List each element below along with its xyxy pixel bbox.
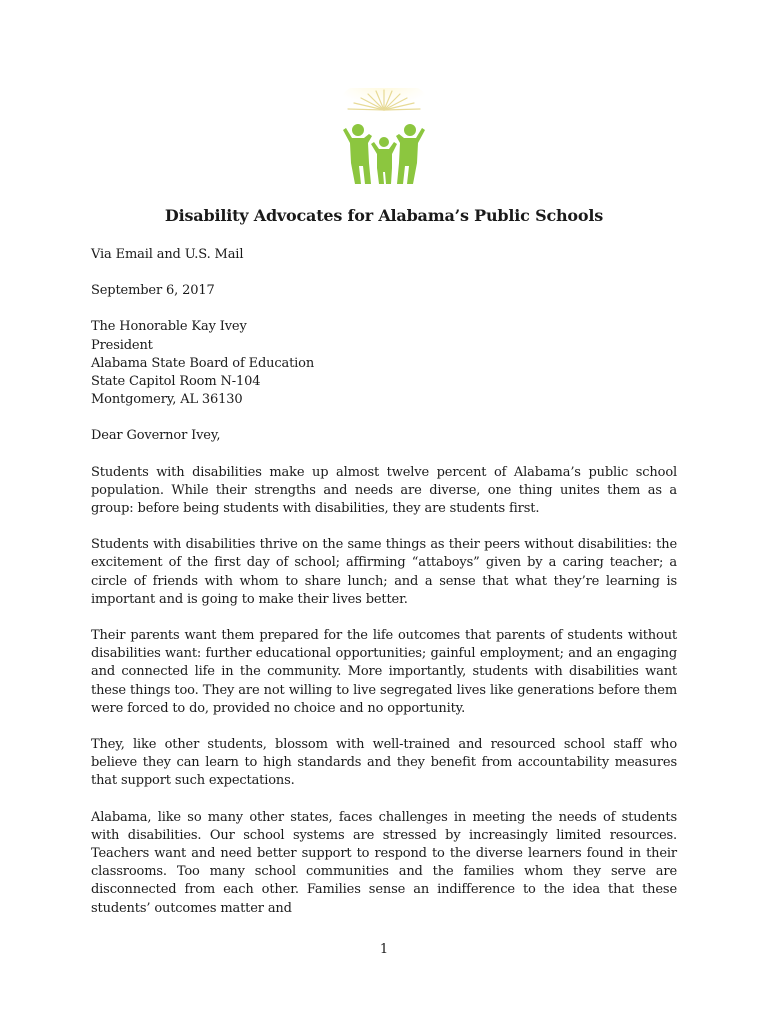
organization-title: Disability Advocates for Alabama’s Public Schools — [164, 206, 604, 225]
paragraph-5: Alabama, like so many other states, faces challenges in meeting the needs of students with disabilities. Our school systems are stressed by increasingly limited resources. Teachers want and need better support to respond to the diverse learners found in their classrooms. Too many school communities and the families whom they serve are disconnected from each other. Families sense an indifference to the idea that these students’ outcomes matter and — [91, 809, 677, 916]
recipient-address — [91, 318, 677, 409]
recipient-name: The Honorable Kay Ivey — [91, 319, 247, 335]
letter-body — [91, 246, 677, 918]
recipient-title: President — [91, 337, 153, 353]
paragraph-3: Their parents want them prepared for the life outcomes that parents of students without disabilities want: further educational opportunities; gainful employment; and an engaging and connected life in the community. More importantly, students with disabilities want these things too. They are not willing to live segregated lives like generations before them were forced to do, provided no choice and no opportunity. — [91, 628, 677, 716]
delivery-method: Via Email and U.S. Mail — [91, 247, 244, 262]
paragraph-1: Students with disabilities make up almost twelve percent of Alabama’s public school population. While their strengths and needs are diverse, one thing unites them as a group: before being students with disabilities, they are students first. — [91, 464, 677, 517]
page-number: 1 — [379, 942, 389, 957]
letter-date: September 6, 2017 — [91, 283, 215, 299]
paragraph-2: Students with disabilities thrive on the same things as their peers without disabilities: the excitement of the first day of school; affirming “attaboys” given by a caring teacher; a circle of friends with whom to share lunch; and a sense that what they’re learning is important and is going to make their lives better. — [91, 537, 677, 607]
recipient-organization: Alabama State Board of Education — [91, 355, 315, 371]
paragraph-4: They, like other students, blossom with well-trained and resourced school staff who believe they can learn to high standards and they benefit from accountability measures that support such expectations. — [91, 737, 677, 789]
recipient-city: Montgomery, AL 36130 — [91, 392, 243, 408]
recipient-street: State Capitol Room N-104 — [91, 374, 261, 390]
family-sun-logo-icon — [334, 88, 434, 188]
organization-logo — [334, 88, 434, 188]
salutation: Dear Governor Ivey, — [91, 428, 221, 444]
